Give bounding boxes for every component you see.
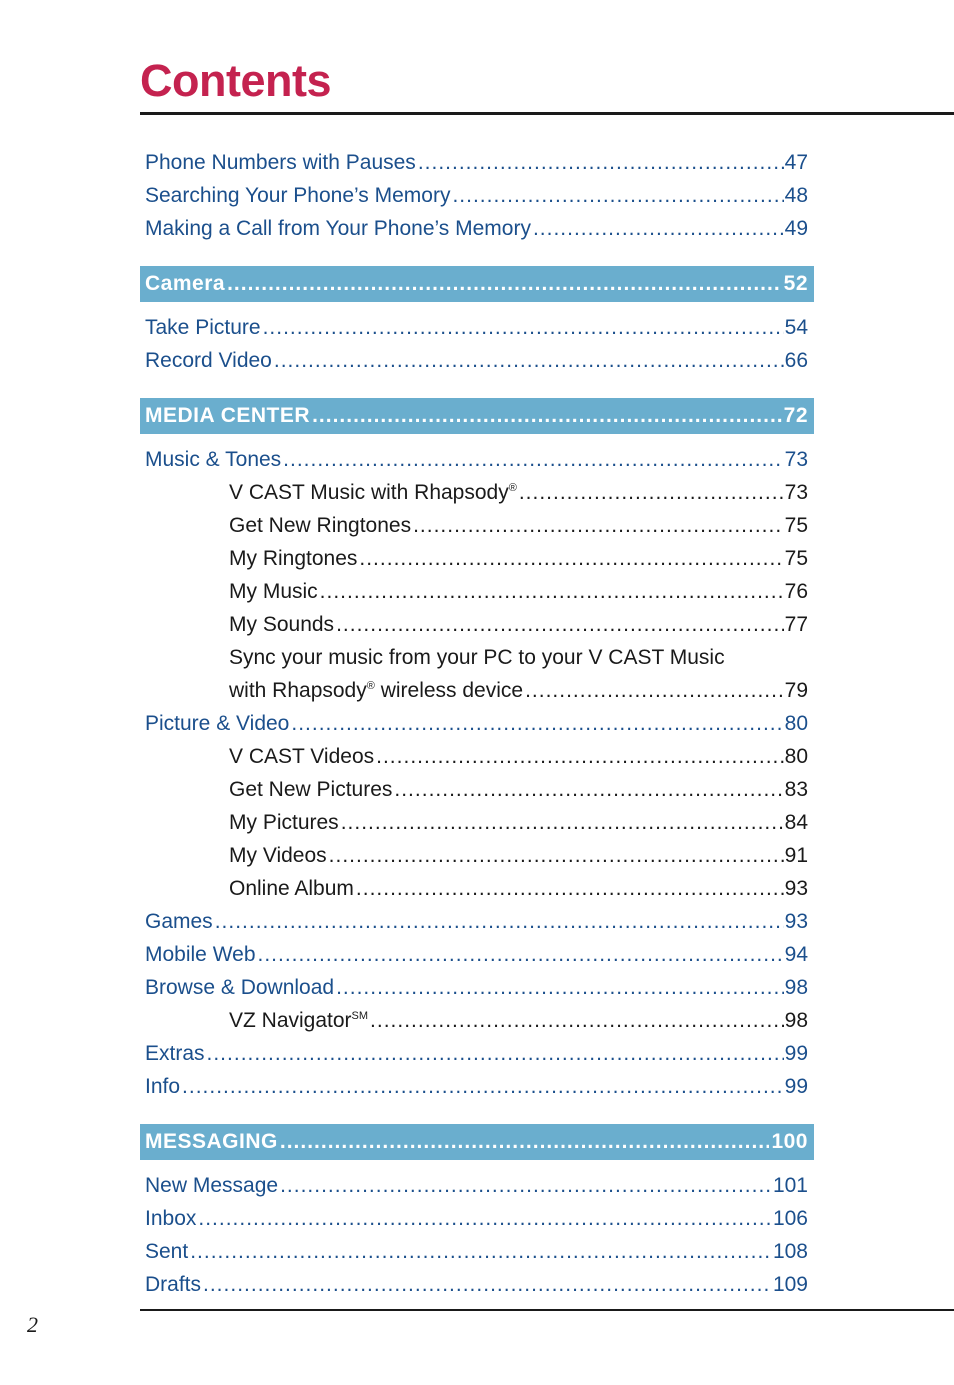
toc-entry-page: 101 — [772, 1174, 808, 1197]
section-title: MEDIA CENTER — [145, 404, 311, 427]
toc-entry[interactable] — [145, 905, 808, 938]
dot-leader — [203, 1268, 772, 1301]
toc-entry-page: 80 — [784, 745, 808, 768]
toc-entry[interactable] — [145, 971, 808, 1004]
toc-entry-page: 109 — [772, 1273, 808, 1296]
toc-entry-title: Extras — [145, 1042, 205, 1065]
toc-entry-title: Picture & Video — [145, 712, 290, 735]
toc-sub-entry[interactable] — [145, 674, 808, 707]
toc-entry-title: V CAST Videos — [229, 745, 375, 768]
toc-entry-title: Sent — [145, 1240, 189, 1263]
dot-leader — [418, 146, 784, 179]
dot-leader — [370, 1004, 784, 1037]
toc-entry-page: 79 — [784, 679, 808, 702]
dot-leader — [190, 1235, 772, 1268]
dot-leader — [312, 404, 782, 428]
section-title: Camera — [145, 272, 226, 295]
toc-entry-title — [229, 674, 523, 707]
toc-entry-page: 99 — [784, 1075, 808, 1098]
toc-entry[interactable] — [145, 938, 808, 971]
toc-entry-page: 75 — [784, 547, 808, 570]
toc-entry[interactable] — [145, 443, 808, 476]
toc-entry-title — [229, 1004, 368, 1037]
toc-entry[interactable] — [145, 1070, 808, 1103]
toc-entry-title: My Sounds — [229, 613, 335, 636]
toc-entry-title: Get New Pictures — [229, 778, 393, 801]
registered-mark: ® — [366, 680, 375, 692]
toc-entry[interactable] — [145, 212, 808, 245]
dot-leader — [519, 476, 784, 509]
toc-entry-title: Record Video — [145, 349, 272, 372]
toc-entry-title: Online Album — [229, 877, 354, 900]
toc-sub-entry[interactable] — [145, 740, 808, 773]
page-title: Contents — [140, 55, 331, 106]
toc-entry-title: Drafts — [145, 1273, 202, 1296]
toc-entry-page: 48 — [784, 184, 808, 207]
toc-entry[interactable] — [145, 344, 808, 377]
toc-sub-entry[interactable] — [145, 509, 808, 542]
toc-entry-page: 73 — [784, 448, 808, 471]
section-page: 72 — [783, 404, 808, 427]
toc-group-media — [145, 443, 808, 1103]
section-bar-media-center[interactable] — [140, 398, 814, 434]
toc-group-phone — [145, 146, 808, 245]
toc-entry-page: 76 — [784, 580, 808, 603]
toc-sub-entry[interactable] — [145, 806, 808, 839]
entry-text-main: V CAST Music with Rhapsody — [229, 481, 509, 504]
toc-group-camera — [145, 311, 808, 377]
toc-entry-title: My Ringtones — [229, 547, 358, 570]
toc-entry-page: 73 — [784, 481, 808, 504]
toc-entry[interactable] — [145, 179, 808, 212]
toc-sub-entry[interactable] — [145, 773, 808, 806]
toc-entry-page: 108 — [772, 1240, 808, 1263]
toc-entry[interactable] — [145, 311, 808, 344]
toc-entry-page: 98 — [784, 976, 808, 999]
section-page: 100 — [771, 1130, 808, 1153]
toc-entry[interactable] — [145, 1235, 808, 1268]
toc-group-messaging — [145, 1169, 808, 1301]
service-mark: SM — [351, 1010, 369, 1022]
dot-leader — [215, 905, 784, 938]
toc-sub-entry[interactable] — [145, 839, 808, 872]
dot-leader — [198, 1202, 772, 1235]
entry-text-after: wireless device — [374, 679, 524, 702]
toc-sub-entry[interactable] — [145, 872, 808, 905]
toc-entry-title: Phone Numbers with Pauses — [145, 151, 416, 174]
toc-entry[interactable] — [145, 146, 808, 179]
toc-entry-page: 47 — [784, 151, 808, 174]
toc-entry-title: Music & Tones — [145, 448, 282, 471]
toc-entry-page: 106 — [772, 1207, 808, 1230]
toc-entry-title: My Pictures — [229, 811, 339, 834]
dot-leader — [359, 542, 783, 575]
toc-entry-title: Mobile Web — [145, 943, 256, 966]
dot-leader — [376, 740, 784, 773]
toc-sub-entry[interactable] — [145, 542, 808, 575]
toc-entry-page: 93 — [784, 910, 808, 933]
dot-leader — [356, 872, 784, 905]
toc-entry-title: Inbox — [145, 1207, 197, 1230]
dot-leader — [258, 938, 784, 971]
toc-entry-title: Take Picture — [145, 316, 261, 339]
toc-entry-title: Info — [145, 1075, 181, 1098]
toc-entry-page: 49 — [784, 217, 808, 240]
toc-entry-title: New Message — [145, 1174, 279, 1197]
toc-entry[interactable] — [145, 1037, 808, 1070]
dot-leader — [336, 608, 784, 641]
dot-leader — [280, 1169, 772, 1202]
section-title: MESSAGING — [145, 1130, 278, 1153]
toc-entry-page: 93 — [784, 877, 808, 900]
dot-leader — [329, 839, 784, 872]
footer-rule — [140, 1309, 954, 1311]
toc-entry-page: 75 — [784, 514, 808, 537]
toc-entry[interactable] — [145, 1202, 808, 1235]
toc-entry-page: 99 — [784, 1042, 808, 1065]
toc-entry-page: 54 — [784, 316, 808, 339]
toc-entry-title: My Videos — [229, 844, 327, 867]
dot-leader — [263, 311, 784, 344]
toc-entry[interactable] — [145, 707, 808, 740]
toc-sub-entry[interactable] — [145, 575, 808, 608]
dot-leader — [283, 443, 783, 476]
toc-entry-title: Games — [145, 910, 213, 933]
dot-leader — [280, 1130, 770, 1154]
dot-leader — [227, 272, 782, 296]
dot-leader — [413, 509, 784, 542]
toc-entry-title: Browse & Download — [145, 976, 335, 999]
toc-entry-title: Sync your music from your PC to your V CAST Music — [229, 646, 725, 669]
toc-entry-page: 91 — [784, 844, 808, 867]
toc-entry-page: 66 — [784, 349, 808, 372]
registered-mark: ® — [508, 482, 517, 494]
dot-leader — [533, 212, 784, 245]
dot-leader — [291, 707, 783, 740]
toc-entry-title: My Music — [229, 580, 318, 603]
dot-leader — [320, 575, 784, 608]
title-rule — [140, 112, 954, 115]
toc-sub-entry[interactable] — [145, 1004, 808, 1037]
toc-entry-page: 98 — [784, 1009, 808, 1032]
toc-entry-page: 77 — [784, 613, 808, 636]
toc-entry-title: Making a Call from Your Phone’s Memory — [145, 217, 531, 240]
section-bar-messaging[interactable] — [140, 1124, 814, 1160]
toc-sub-entry-wrap[interactable] — [145, 641, 808, 674]
dot-leader — [336, 971, 784, 1004]
toc-sub-entry[interactable] — [145, 476, 808, 509]
dot-leader — [341, 806, 784, 839]
entry-text-main: with Rhapsody — [229, 679, 367, 702]
section-page: 52 — [783, 272, 808, 295]
toc-entry-title — [229, 476, 517, 509]
toc-entry-page: 94 — [784, 943, 808, 966]
toc-entry-page: 83 — [784, 778, 808, 801]
dot-leader — [394, 773, 783, 806]
toc-entry-page: 84 — [784, 811, 808, 834]
dot-leader — [452, 179, 783, 212]
entry-text-main: VZ Navigator — [229, 1009, 352, 1032]
toc-entry[interactable] — [145, 1268, 808, 1301]
dot-leader — [182, 1070, 784, 1103]
page-number: 2 — [27, 1312, 38, 1337]
dot-leader — [525, 674, 784, 707]
toc-sub-entry[interactable] — [145, 608, 808, 641]
toc-entry[interactable] — [145, 1169, 808, 1202]
dot-leader — [207, 1037, 784, 1070]
toc-entry-title: Get New Ringtones — [229, 514, 412, 537]
dot-leader — [274, 344, 784, 377]
toc-entry-title: Searching Your Phone’s Memory — [145, 184, 451, 207]
toc-entry-page: 80 — [784, 712, 808, 735]
section-bar-camera[interactable] — [140, 266, 814, 302]
